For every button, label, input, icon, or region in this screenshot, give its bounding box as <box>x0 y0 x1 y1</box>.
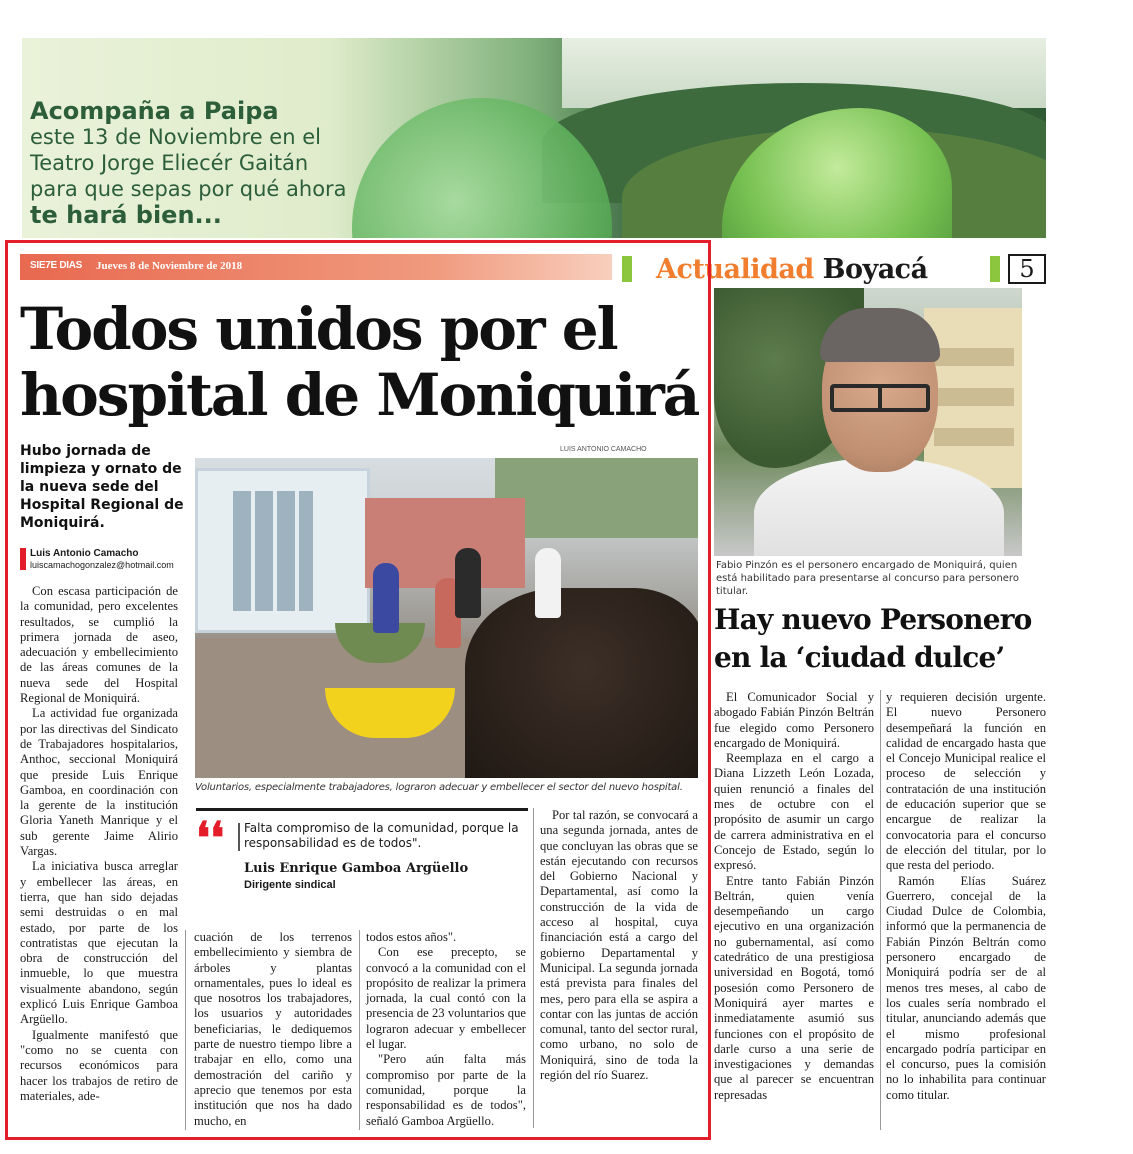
photo-hill <box>495 458 698 538</box>
paragraph: Ramón Elías Suárez Guerrero, concejal de la Ciudad Dulce de Colombia, informó que la permanencia de Fabián Pinzón Beltrán como personero encargado de Moniquirá podría ser de al menos tres meses, al cabo de los cuales sería nombrado el titular, anunciando además que el mismo profesional encargado podría participar en el concurso, pues la comisión no lo inhabilita para continuar como titular. <box>886 873 1046 1102</box>
main-headline: Todos unidos por el hospital de Moniquirá <box>20 295 699 429</box>
photo-credit: LUIS ANTONIO CAMACHO <box>560 446 647 453</box>
ad-line-4: para que sepas por qué ahora <box>30 177 347 201</box>
paragraph: El Comunicador Social y abogado Fabián Pinzón Beltrán fue elegido como Personero encargado de Moniquirá. <box>714 690 874 750</box>
main-article-photo[interactable] <box>195 458 698 778</box>
main-photo-caption: Voluntarios, especialmente trabajadores, lograron adecuar y embellecer el sector del nuevo hospital. <box>195 782 683 793</box>
main-column-3 <box>366 930 526 1129</box>
photo-hair <box>820 308 940 362</box>
quote-text: Falta compromiso de la comunidad, porque la responsabilidad es de todos". <box>244 821 526 851</box>
paragraph: y requieren decisión urgente. El nuevo Personero desempeñará la función en calidad de encargado hasta que el Concejo Municipal realice el proceso de selección y contratación de una institución de educación superior que se encargue de realizar la convocatoria para el concurso de elección del titular, por lo que resta del periodo. <box>886 690 1046 873</box>
photo-soil-pile <box>465 588 698 778</box>
side-article-photo[interactable] <box>714 288 1022 556</box>
side-photo-caption: Fabio Pinzón es el personero encargado de Moniquirá, quien está habilitado para presentarse al concurso para personero titular. <box>716 560 1019 597</box>
photo-worker <box>535 548 561 618</box>
photo-worker <box>455 548 481 618</box>
paragraph: Por tal razón, se convocará a una segunda jornada, antes de que concluyan las obras que se están ejecutando con recursos del Gobierno Nacional y Departamental, así como la construcción de la vida de acceso al hospital, cuya financiación está a cargo del gobierno Departamental y Municipal. La segunda jornada está prevista para finales del mes, pero para ella se aspira a contar con las juntas de acción comunal, tanto del sector rural, como urbano, no solo de Moniquirá, sino de toda la región del río Suarez. <box>540 808 698 1083</box>
paragraph: Reemplaza en el cargo a Diana Lizzeth León Lozada, quien renunció a finales del mes de octubre con el propósito de asumir un cargo de carrera administrativa en el Concejo de Estado, según lo expresó. <box>714 751 874 873</box>
quote-author: Luis Enrique Gamboa Argüello <box>244 861 469 876</box>
paragraph: Igualmente manifestó que "como no se cuenta con recursos económicos para hacer los trabajos de retiro de materiales, ade- <box>20 1027 178 1103</box>
section-title-b: Boyacá <box>822 254 928 285</box>
side-column-2 <box>886 690 1046 1103</box>
paragraph: "Pero aún falta más compromiso por parte de la comunidad, porque la responsabilidad es de todos", señaló Gamboa Argüello. <box>366 1052 526 1128</box>
main-subhead: Hubo jornada de limpieza y ornato de la nueva sede del Hospital Regional de Moniquirá. <box>20 443 184 531</box>
main-column-1 <box>20 584 178 1104</box>
paragraph: Con escasa participación de la comunidad, pero excelentes resultados, se cumplió la primera jornada de aseo, adecuación y embellecimiento de las áreas comunes de la nueva sede del Hospital Regional de Moniquirá. <box>20 584 178 706</box>
photo-building <box>195 468 370 633</box>
newspaper-brand: SIE7E DIAS <box>30 260 83 271</box>
side-column-1 <box>714 690 874 1103</box>
paragraph: Entre tanto Fabián Pinzón Beltrán, quien venía desempeñando un cargo ejecutivo en una organización no gubernamental, así como catedrático de una prestigiosa universidad en Bogotá, tomó posesión como Personero de Moniquirá ayer martes e inmediatamente asumió sus funciones con el propósito de darle curso a una serie de investigaciones y demandas que al parecer se encuentran represadas <box>714 873 874 1102</box>
photo-building <box>924 308 1022 488</box>
side-headline: Hay nuevo Personero en la ‘ciudad dulce’ <box>714 603 1032 674</box>
column-divider <box>185 930 186 1130</box>
paragraph: cuación de los terrenos embellecimiento y siembra de árboles y plantas ornamentales, pues lo ideal es que nosotros los trabajadores, los usuarios y autoridades beneficiarias, le dediquemos parte de nuestro tiempo libre a trabajar en ello, como una demostración del cariño y aprecio que tenemos por esta institución que nos ha dado mucho, en <box>194 930 352 1128</box>
author-name: Luis Antonio Camacho <box>30 548 139 559</box>
photo-worker <box>373 563 399 633</box>
ad-line-1: Acompaña a Paipa <box>30 97 279 125</box>
quote-author-role: Dirigente sindical <box>244 879 336 891</box>
paragraph: La actividad fue organizada por las directivas del Sindicato de Trabajadores hospitalarios, Anthoc, seccional Moniquirá que preside Luis Enrique Gamboa, en coordinación con la gerente de la institución Gloria Yaneth Manrique y el sub gerente Jaime Alirio Vargas. <box>20 706 178 859</box>
section-title-a: Actualidad <box>656 254 814 285</box>
column-divider <box>880 690 881 1130</box>
ad-line-3: Teatro Jorge Eliecér Gaitán <box>30 151 309 175</box>
ad-line-5: te hará bien... <box>30 201 222 229</box>
main-column-2 <box>194 930 352 1129</box>
page-number: 5 <box>1008 254 1046 284</box>
byline <box>20 548 174 570</box>
green-marker <box>990 256 1000 282</box>
column-divider <box>359 930 360 1130</box>
column-divider <box>533 808 534 1128</box>
ad-line-2: este 13 de Noviembre en el <box>30 125 321 149</box>
advertisement-banner[interactable] <box>22 38 1046 238</box>
paragraph: Con ese precepto, se convocó a la comunidad con el propósito de realizar la primera jornada, la cual contó con la presencia de 23 voluntarios que lograron adecuar y embellecer el lugar. <box>366 945 526 1052</box>
issue-date: Jueves 8 de Noviembre de 2018 <box>96 260 243 272</box>
quote-mark-icon: ❛❛ <box>196 813 225 864</box>
photo-glasses <box>830 384 930 412</box>
ad-text <box>30 98 347 228</box>
pull-quote <box>196 808 528 898</box>
main-column-4 <box>540 808 698 1083</box>
paragraph: todos estos años". <box>366 930 457 944</box>
paragraph: La iniciativa busca arreglar y embellecer las áreas, en tierra, que han sido dejadas semi destruidas o en mal estado, por parte de los contratistas que ejecutan la obra de construcción del inmueble, lo que muestra visualmente abandono, según explicó Luis Enrique Gamboa Argüello. <box>20 859 178 1027</box>
author-email[interactable]: luiscamachogonzalez@hotmail.com <box>20 560 174 570</box>
